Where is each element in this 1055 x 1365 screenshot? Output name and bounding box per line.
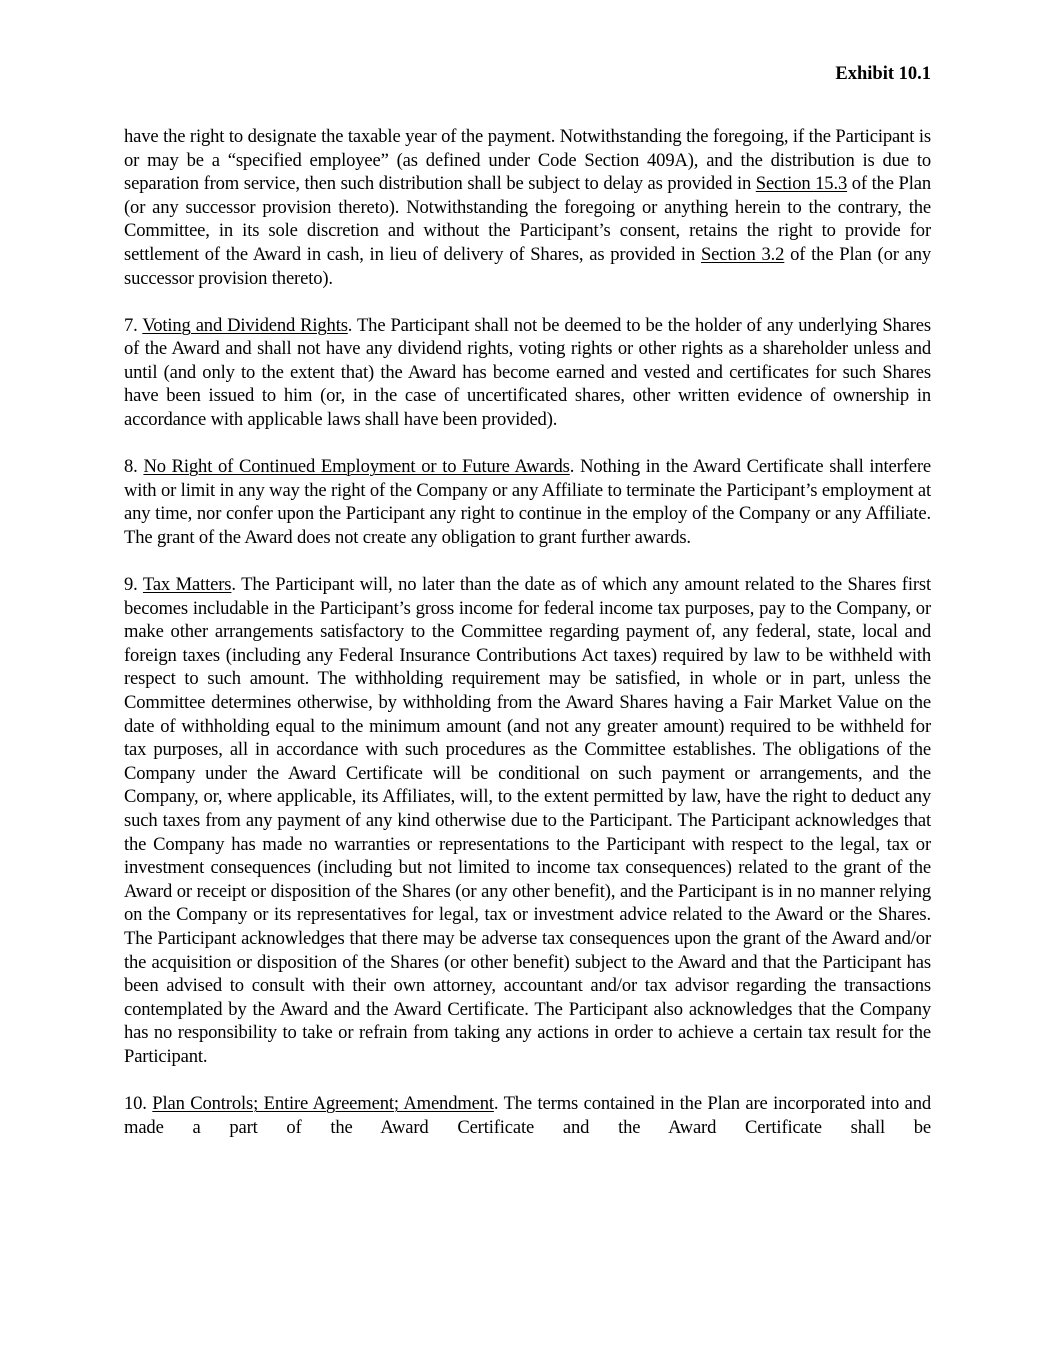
paragraph-text: have the right to designate the taxable year of the payment. Notwithstanding the foregoing, if the Participant is or may be a “specified employee” (as defined under Code Section 409A), and the distribution is due to separation from service, then such distribution shall be subject to delay as provided in	[124, 126, 931, 195]
section-body: . Nothing in the Award Certificate shall interfere with or limit in any way the right of the Company or any Affiliate to terminate the Participant’s employment at any time, nor confer upon the Participant any right to continue in the employ of the Company or any Affiliate. The grant of the Award does not create any obligation to grant further awards.	[124, 456, 931, 548]
section-heading: Plan Controls; Entire Agreement; Amendment	[152, 1092, 494, 1114]
section-7-voting-dividend-rights	[124, 314, 931, 432]
section-10-plan-controls	[124, 1092, 931, 1139]
section-body: . The Participant shall not be deemed to be the holder of any underlying Shares of the Award and shall not have any dividend rights, voting rights or other rights as a shareholder unless and until (and only to the extent that) the Award has become earned and vested and certificates for such Shares have been issued to him (or, in the case of uncertificated shares, other written evidence of ownership in accordance with applicable laws shall have been provided).	[124, 314, 931, 431]
document-body	[124, 125, 931, 1163]
exhibit-label: Exhibit 10.1	[835, 64, 931, 84]
section-number: 7.	[124, 314, 143, 336]
section-body: . The terms contained in the Plan are incorporated into and made a part of the Award Certificate and the Award Certificate shall be	[124, 1092, 931, 1138]
section-heading: Voting and Dividend Rights	[142, 314, 348, 336]
section-number: 10.	[124, 1092, 153, 1114]
section-8-no-right-continued-employment	[124, 455, 931, 549]
section-number: 8.	[124, 456, 144, 478]
section-9-tax-matters	[124, 573, 931, 1068]
paragraph-text: of the Plan (or any successor provision thereto).	[124, 243, 931, 289]
section-3-2-reference: Section 3.2	[700, 243, 785, 265]
section-number: 9.	[124, 574, 143, 595]
section-heading: No Right of Continued Employment or to Future Awards	[143, 456, 570, 478]
section-body: . The Participant will, no later than the date as of which any amount related to the Shares first becomes includable in the Participant’s gross income for federal income tax purposes, pay to the Company, or make other arrangements satisfactory to the Committee regarding payment of, any federal, state, local and foreign taxes (including any Federal Insurance Contributions Act taxes) required by law to be withheld with respect to such amount. The withholding requirement may be satisfied, in whole or in part, unless the Committee determines otherwise, by withholding from the Award Shares having a Fair Market Value on the date of withholding equal to the minimum amount (and not any greater amount) required to be withheld for tax purposes, all in accordance with such procedures as the Committee establishes. The obligations of the Company under the Award Certificate will be conditional on such payment or arrangements, and the Company, or, where applicable, its Affiliates, will, to the extent permitted by law, have the right to deduct any such taxes from any payment of any kind otherwise due to the Participant. The Participant acknowledges that the Company has made no warranties or representations to the Participant with respect to the legal, tax or investment consequences (including but not limited to income tax consequences) related to the grant of the Award or receipt or disposition of the Shares (or any other benefit), and the Participant is in no manner relying on the Company or its representatives for legal, tax or investment advice related to the Award or the Shares. The Participant acknowledges that there may be adverse tax consequences upon the grant of the Award and/or the acquisition or disposition of the Shares (or other benefit) subject to the Award and that the Participant has been advised to consult with their own attorney, accountant and/or tax advisor regarding the transactions contemplated by the Award and the Award Certificate. The Participant also acknowledges that the Company has no responsibility to take or refrain from taking any actions in order to achieve a certain tax result for the Participant.	[124, 574, 932, 1067]
section-15-3-reference: Section 15.3	[755, 173, 848, 195]
paragraph-text: of the Plan (or any successor provision thereto). Notwithstanding the foregoing or anything herein to the contrary, the Committee, in its sole discretion and without the Participant’s consent, retains the right to provide for settlement of the Award in cash, in lieu of delivery of Shares, as provided in	[124, 173, 931, 265]
section-heading: Tax Matters	[142, 574, 232, 595]
paragraph-continuation	[124, 125, 931, 290]
